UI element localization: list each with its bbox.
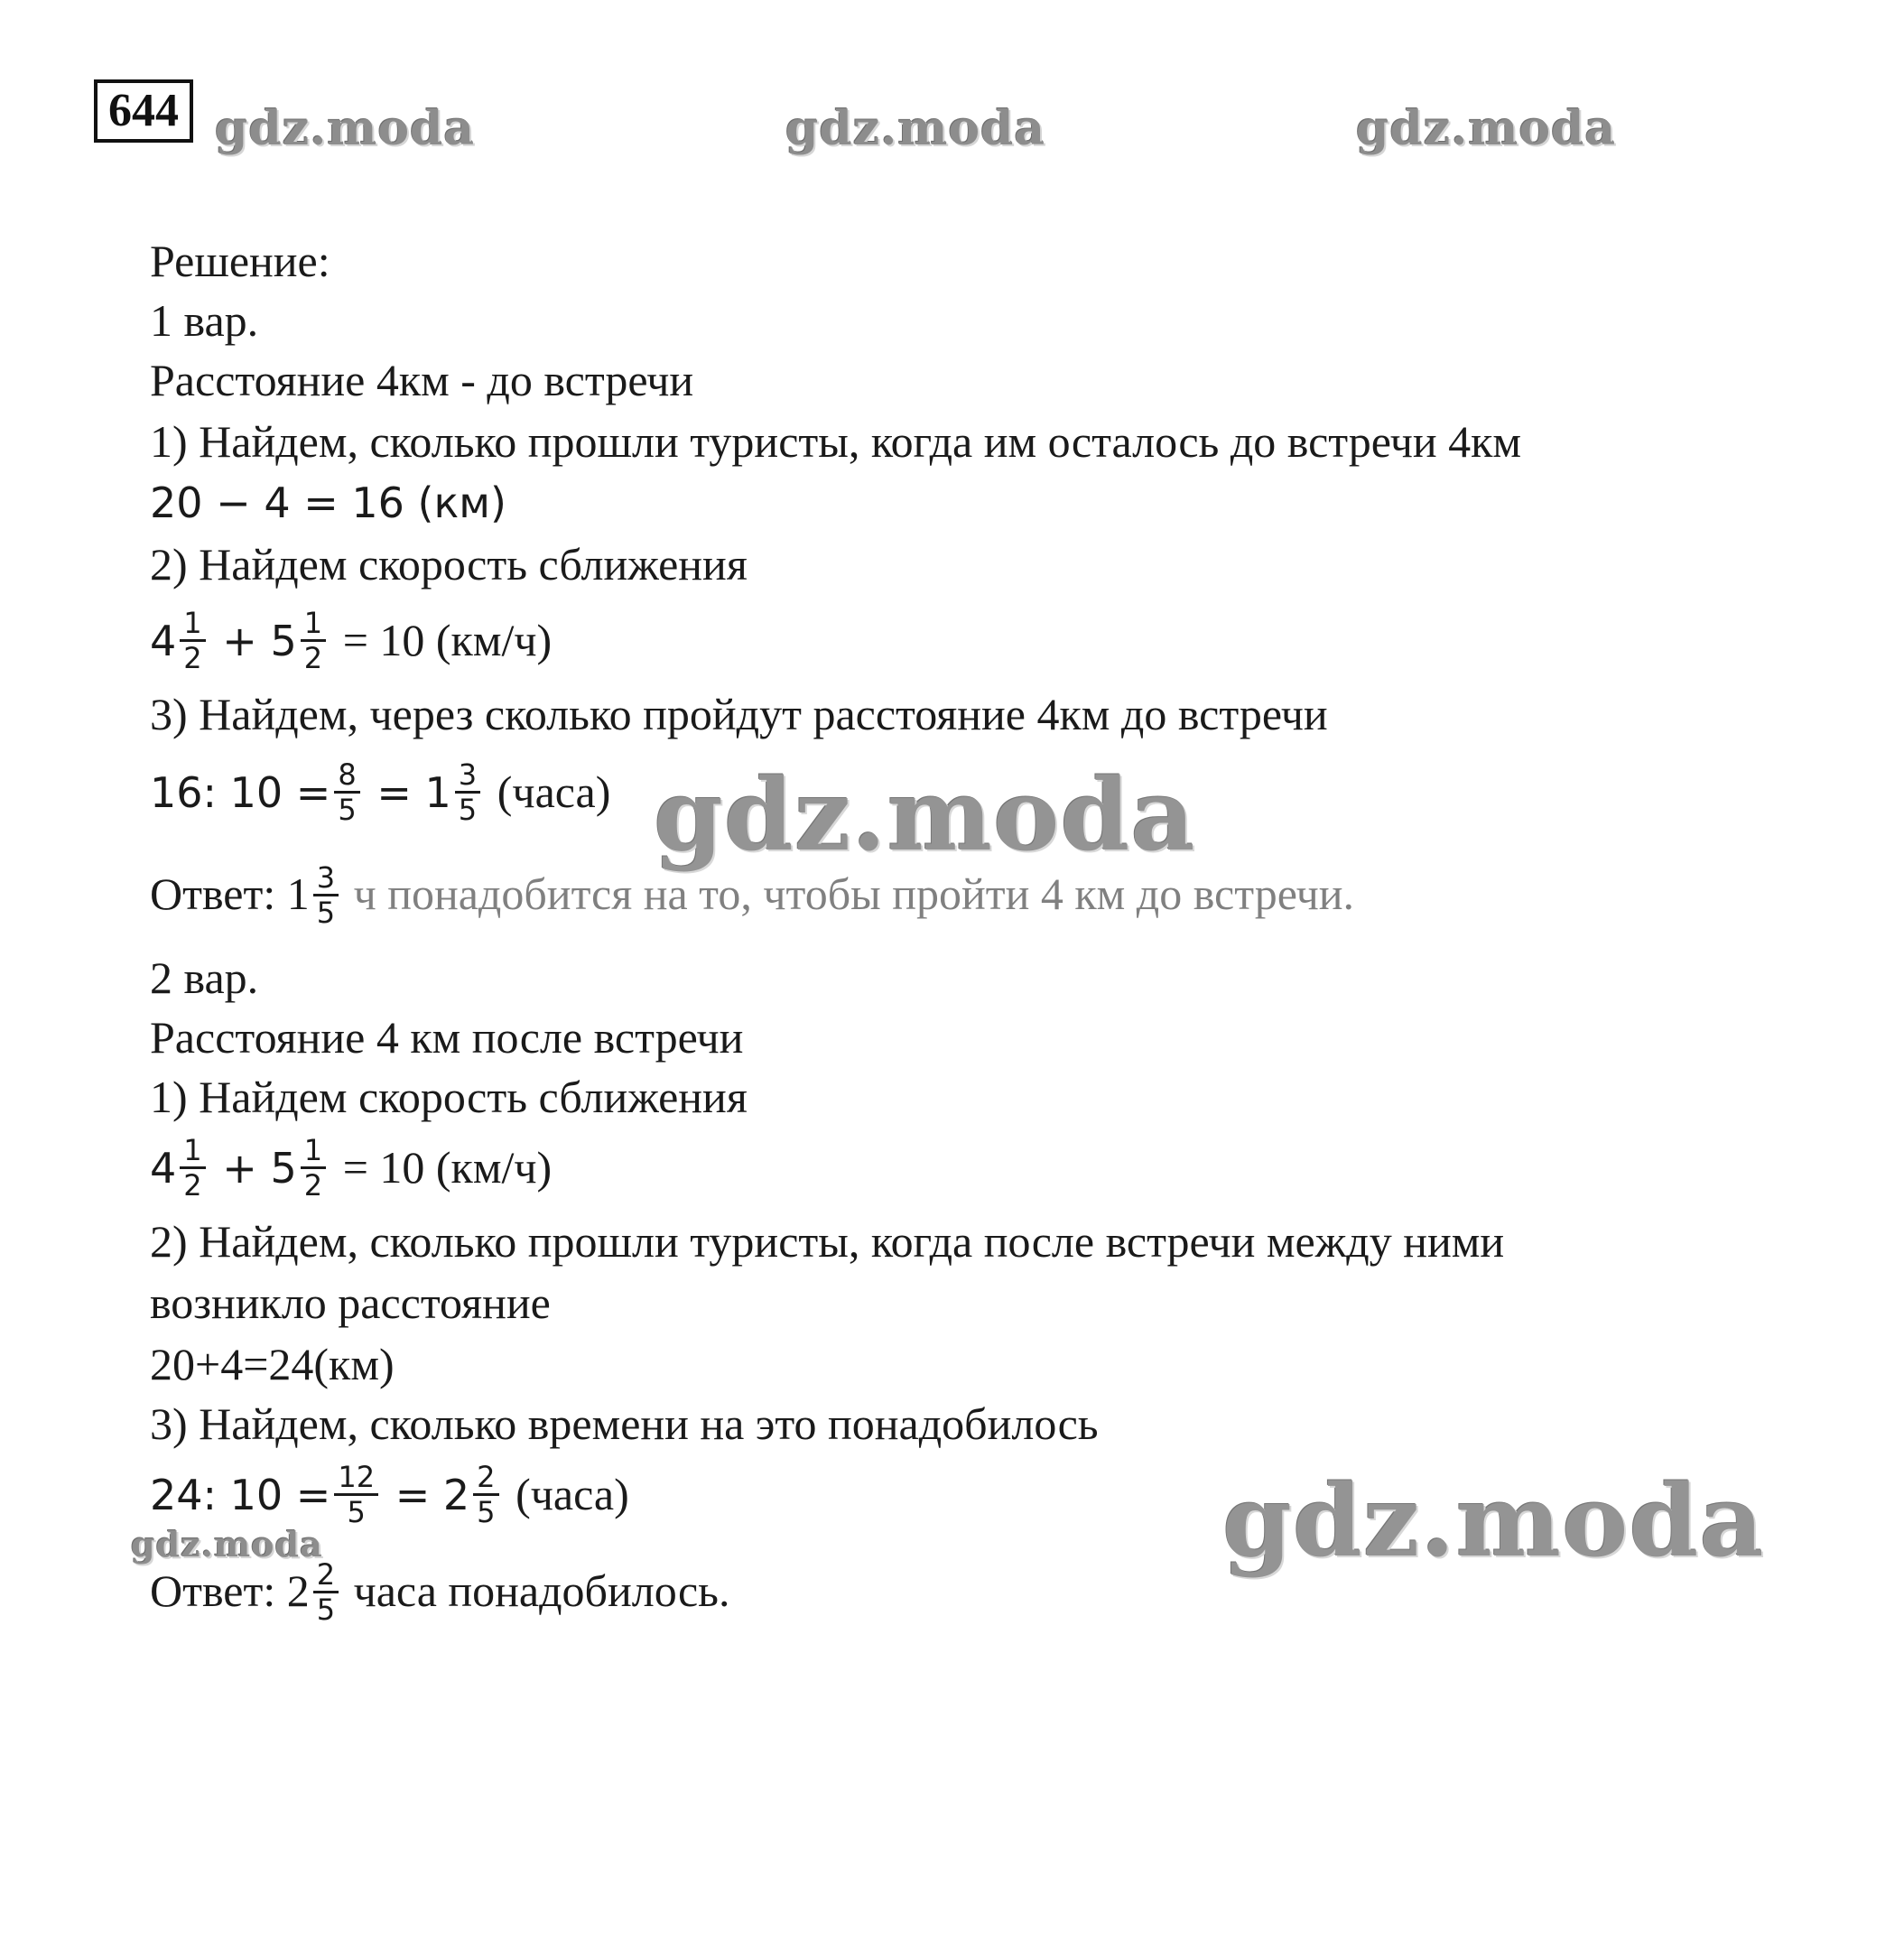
variant2-step1: 1) Найдем скорость сближения — [150, 1072, 748, 1122]
variant1-calc2: 4 $\frac{1}{2}$ + 5 $\frac{1}{2}$ = 10 (км/ч) — [150, 606, 553, 675]
variant2-calc2: 20+4=24(км) — [150, 1339, 395, 1389]
solution-heading: Решение: — [150, 236, 330, 286]
variant1-condition: Расстояние 4км - до встречи — [150, 355, 694, 405]
variant1-calc3: 16: 10 = $\frac{8}{5}$ = 1 $\frac{3}{5}$ (часа) — [150, 757, 611, 827]
watermark-logo: gdz.moda — [785, 101, 1046, 156]
variant2-step3: 3) Найдем, сколько времени на это понадобилось — [150, 1398, 1099, 1449]
variant2-step2: 2) Найдем, сколько прошли туристы, когда после встречи между ними — [150, 1216, 1505, 1267]
variant1-answer: Ответ: 1 $\frac{3}{5}$ ч понадобится на то, чтобы пройти 4 км до встречи. — [150, 860, 1355, 930]
variant1-calc1: 20 − 4 = 16 (км) — [150, 478, 506, 527]
variant1-step3: 3) Найдем, через сколько пройдут расстояние 4км до встречи — [150, 689, 1328, 739]
variant1-step1: 1) Найдем, сколько прошли туристы, когда им осталось до встречи 4км — [150, 416, 1522, 467]
variant2-calc3: 24: 10 = $\frac{12}{5}$ = 2 $\frac{2}{5}$ (часа) — [150, 1460, 629, 1529]
watermark-logo: gdz.moda — [1356, 101, 1617, 156]
watermark-logo: gdz.moda — [1222, 1463, 1765, 1579]
variant1-step2: 2) Найдем скорость сближения — [150, 539, 748, 590]
watermark-logo: gdz.moda — [215, 101, 476, 156]
variant2-answer: Ответ: 2 $\frac{2}{5}$ часа понадобилось. — [150, 1557, 730, 1627]
variant1-label: 1 вар. — [150, 295, 259, 346]
watermark-logo: gdz.moda — [131, 1524, 323, 1565]
variant2-calc1: 4 $\frac{1}{2}$ + 5 $\frac{1}{2}$ = 10 (км/ч) — [150, 1133, 553, 1203]
variant2-condition: Расстояние 4 км после встречи — [150, 1012, 744, 1063]
variant2-step2-continued: возникло расстояние — [150, 1277, 551, 1328]
variant2-label: 2 вар. — [150, 952, 259, 1003]
task-number: 644 — [94, 79, 193, 143]
watermark-logo: gdz.moda — [654, 757, 1196, 873]
